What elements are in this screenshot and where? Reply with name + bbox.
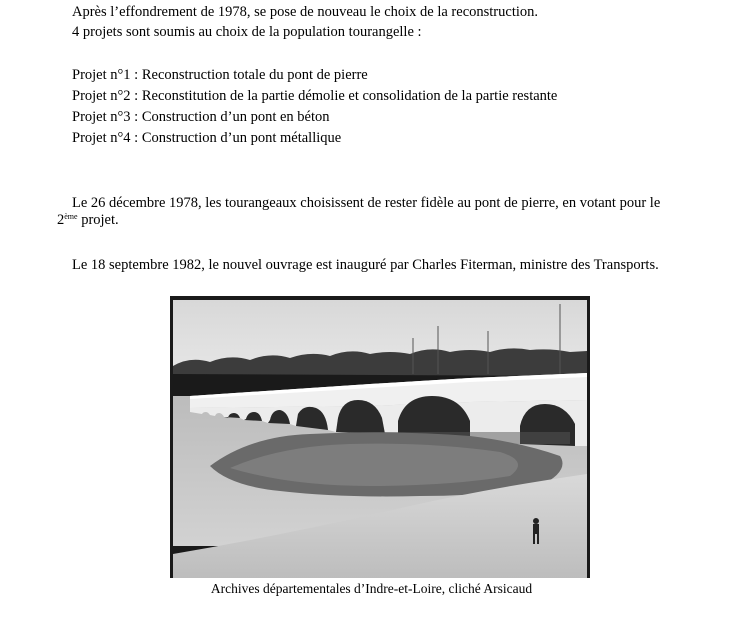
- photo-caption: Archives départementales d’Indre-et-Loire, cliché Arsicaud: [210, 581, 533, 596]
- ordinal-number: 2: [57, 212, 65, 228]
- decision-line-2-rest: projet.: [77, 212, 119, 228]
- project-item-2: Projet n°2 : Reconstitution de la partie démolie et consolidation de la partie restante: [72, 88, 558, 104]
- bridge-photo: [170, 296, 590, 578]
- project-item-1: Projet n°1 : Reconstruction totale du pont de pierre: [72, 67, 368, 83]
- ordinal-suffix: ème: [64, 212, 78, 221]
- inauguration-line: Le 18 septembre 1982, le nouvel ouvrage est inauguré par Charles Fiterman, ministre des Transports.: [72, 257, 659, 273]
- project-item-3: Projet n°3 : Construction d’un pont en béton: [72, 109, 330, 125]
- intro-line-2: 4 projets sont soumis au choix de la population tourangelle :: [72, 24, 422, 40]
- decision-line-2: [57, 211, 119, 229]
- intro-line-1: Après l’effondrement de 1978, se pose de nouveau le choix de la reconstruction.: [72, 4, 538, 20]
- decision-line-1: Le 26 décembre 1978, les tourangeaux choisissent de rester fidèle au pont de pierre, en votant pour le: [72, 195, 661, 211]
- project-item-4: Projet n°4 : Construction d’un pont métallique: [72, 130, 342, 146]
